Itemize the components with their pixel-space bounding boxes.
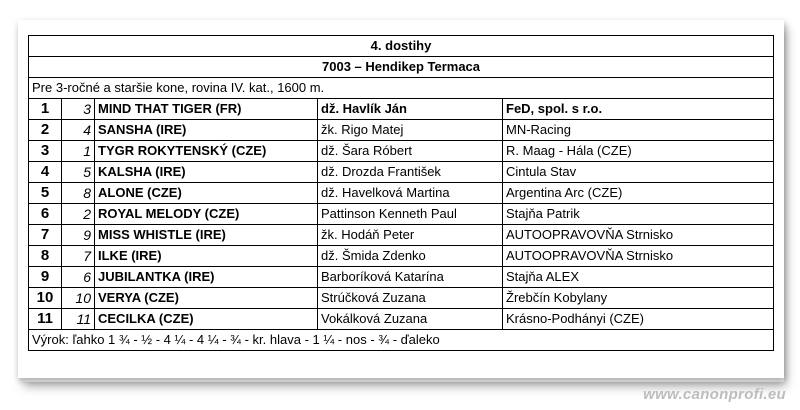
horse-name-cell: ILKE (IRE) — [95, 246, 318, 267]
horse-name-cell: KALSHA (IRE) — [95, 162, 318, 183]
horse-name-cell: VERYA (CZE) — [95, 288, 318, 309]
horse-name-cell: SANSHA (IRE) — [95, 120, 318, 141]
results-table — [28, 35, 774, 351]
race-name: 7003 – Hendikep Termaca — [29, 57, 774, 78]
jockey-cell: žk. Rigo Matej — [318, 120, 503, 141]
result-row — [29, 246, 774, 267]
place-cell: 6 — [29, 204, 62, 225]
place-cell: 8 — [29, 246, 62, 267]
number-cell: 2 — [62, 204, 95, 225]
jockey-cell: žk. Hodáň Peter — [318, 225, 503, 246]
place-cell: 10 — [29, 288, 62, 309]
jockey-cell: Strúčková Zuzana — [318, 288, 503, 309]
owner-cell: Argentina Arc (CZE) — [503, 183, 774, 204]
owner-cell: AUTOOPRAVOVŇA Strnisko — [503, 225, 774, 246]
jockey-cell: dž. Drozda František — [318, 162, 503, 183]
number-cell: 5 — [62, 162, 95, 183]
jockey-cell: Vokálková Zuzana — [318, 309, 503, 330]
place-cell: 3 — [29, 141, 62, 162]
result-row — [29, 99, 774, 120]
place-cell: 1 — [29, 99, 62, 120]
place-cell: 7 — [29, 225, 62, 246]
horse-name-cell: MIND THAT TIGER (FR) — [95, 99, 318, 120]
jockey-cell: dž. Šmida Zdenko — [318, 246, 503, 267]
result-row — [29, 162, 774, 183]
result-row — [29, 204, 774, 225]
result-row — [29, 309, 774, 330]
horse-name-cell: MISS WHISTLE (IRE) — [95, 225, 318, 246]
race-title: 4. dostihy — [29, 36, 774, 57]
owner-cell: Krásno-Podhányi (CZE) — [503, 309, 774, 330]
horse-name-cell: TYGR ROKYTENSKÝ (CZE) — [95, 141, 318, 162]
result-row — [29, 183, 774, 204]
result-row — [29, 288, 774, 309]
number-cell: 1 — [62, 141, 95, 162]
race-conditions: Pre 3-ročné a staršie kone, rovina IV. kat., 1600 m. — [29, 78, 774, 99]
jockey-cell: dž. Havelková Martina — [318, 183, 503, 204]
result-row — [29, 120, 774, 141]
number-cell: 6 — [62, 267, 95, 288]
place-cell: 11 — [29, 309, 62, 330]
results-document — [18, 20, 784, 378]
number-cell: 7 — [62, 246, 95, 267]
result-row — [29, 267, 774, 288]
result-row — [29, 225, 774, 246]
place-cell: 9 — [29, 267, 62, 288]
place-cell: 4 — [29, 162, 62, 183]
owner-cell: R. Maag - Hála (CZE) — [503, 141, 774, 162]
jockey-cell: dž. Šara Róbert — [318, 141, 503, 162]
watermark-text: www.canonprofi.eu — [643, 386, 786, 403]
horse-name-cell: JUBILANTKA (IRE) — [95, 267, 318, 288]
number-cell: 8 — [62, 183, 95, 204]
horse-name-cell: CECILKA (CZE) — [95, 309, 318, 330]
number-cell: 10 — [62, 288, 95, 309]
finish-margins: Výrok: ľahko 1 ¾ - ½ - 4 ¼ - 4 ¼ - ¾ - kr. hlava - 1 ¼ - nos - ¾ - ďaleko — [29, 330, 774, 351]
jockey-cell: dž. Havlík Ján — [318, 99, 503, 120]
owner-cell: Cintula Stav — [503, 162, 774, 183]
place-cell: 2 — [29, 120, 62, 141]
place-cell: 5 — [29, 183, 62, 204]
horse-name-cell: ROYAL MELODY (CZE) — [95, 204, 318, 225]
result-row — [29, 141, 774, 162]
owner-cell: AUTOOPRAVOVŇA Strnisko — [503, 246, 774, 267]
number-cell: 9 — [62, 225, 95, 246]
jockey-cell: Barboríková Katarína — [318, 267, 503, 288]
jockey-cell: Pattinson Kenneth Paul — [318, 204, 503, 225]
owner-cell: Stajňa ALEX — [503, 267, 774, 288]
number-cell: 11 — [62, 309, 95, 330]
number-cell: 4 — [62, 120, 95, 141]
number-cell: 3 — [62, 99, 95, 120]
horse-name-cell: ALONE (CZE) — [95, 183, 318, 204]
owner-cell: FeD, spol. s r.o. — [503, 99, 774, 120]
owner-cell: Stajňa Patrik — [503, 204, 774, 225]
owner-cell: MN-Racing — [503, 120, 774, 141]
owner-cell: Žrebčín Kobylany — [503, 288, 774, 309]
